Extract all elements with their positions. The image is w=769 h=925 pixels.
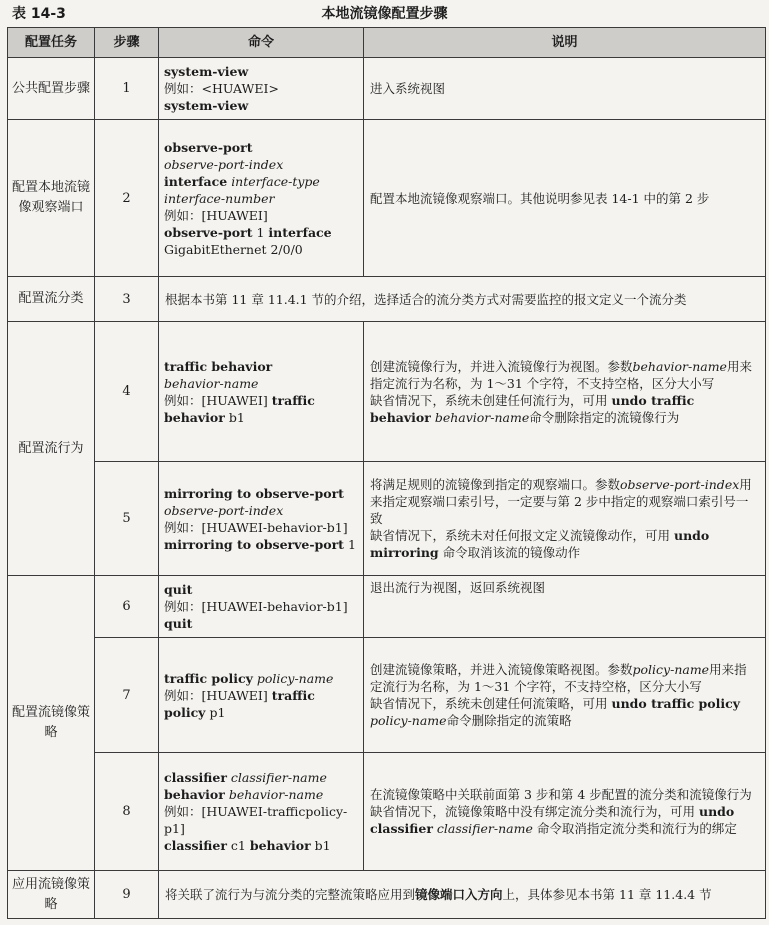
desc-command: undo mirroring bbox=[370, 528, 710, 560]
cmd-param: classifier-name bbox=[230, 770, 327, 785]
table-number: 表 14-3 bbox=[12, 6, 66, 22]
cmd-prompt: [HUAWEI-trafficpolicy-p1] bbox=[164, 804, 348, 836]
example-prefix: 例如： bbox=[164, 599, 202, 614]
cmd-keyword: classifier bbox=[164, 770, 227, 785]
desc-param: observe-port-index bbox=[620, 477, 740, 492]
header-row bbox=[8, 28, 766, 58]
cmd-value: b1 bbox=[228, 409, 245, 425]
desc-command: undo traffic policy bbox=[611, 696, 740, 711]
cmd-param: behavior-name bbox=[164, 375, 259, 391]
cmd-value: b1 bbox=[314, 838, 331, 853]
description-cell: 配置本地流镜像观察端口。其他说明参见表 14-1 中的第 2 步 bbox=[364, 120, 766, 277]
desc-text: 命令删除指定的流镜像行为 bbox=[529, 409, 680, 425]
desc-param: policy-name bbox=[632, 662, 710, 677]
cmd-keyword: traffic policy bbox=[164, 687, 315, 720]
example-prefix: 例如： bbox=[164, 207, 202, 223]
example-prefix: 例如： bbox=[164, 804, 202, 819]
description-cell: 退出流行为视图，返回系统视图 bbox=[364, 576, 766, 638]
task-cell: 配置流行为 bbox=[8, 322, 95, 576]
cmd-keyword: quit bbox=[164, 582, 193, 597]
cmd-value: c1 bbox=[230, 838, 246, 853]
example-prefix: 例如： bbox=[164, 519, 202, 535]
step-cell: 5 bbox=[95, 462, 159, 576]
cmd-keyword: quit bbox=[164, 616, 193, 631]
cmd-prompt: [HUAWEI-behavior-b1] bbox=[201, 519, 348, 535]
step-cell: 6 bbox=[95, 576, 159, 638]
command-cell bbox=[159, 638, 364, 753]
cmd-prompt: [HUAWEI] bbox=[201, 392, 268, 408]
config-steps-table bbox=[7, 27, 766, 919]
cmd-keyword: mirroring to observe-port bbox=[164, 485, 344, 501]
cmd-keyword: classifier bbox=[164, 838, 227, 853]
cmd-keyword: behavior bbox=[164, 787, 225, 802]
header-description: 说明 bbox=[364, 28, 766, 58]
desc-text: 命令取消该流的镜像动作 bbox=[442, 545, 581, 560]
cmd-keyword: behavior bbox=[249, 838, 311, 853]
command-cell bbox=[159, 58, 364, 120]
cmd-keyword: traffic behavior bbox=[164, 358, 273, 374]
table-row bbox=[8, 753, 766, 871]
table-row bbox=[8, 277, 766, 322]
description-cell: 进入系统视图 bbox=[364, 58, 766, 120]
example-prefix: 例如： bbox=[164, 687, 202, 703]
cmd-param: policy-name bbox=[256, 670, 334, 686]
description-cell bbox=[159, 871, 766, 919]
step-cell: 1 bbox=[95, 58, 159, 120]
desc-text: 缺省情况下，系统未创建任何流策略，可用 bbox=[370, 696, 608, 711]
cmd-value: p1 bbox=[209, 704, 226, 720]
cmd-keyword: interface bbox=[164, 173, 228, 189]
cmd-keyword: observe-port bbox=[164, 224, 253, 240]
cmd-param: observe-port-index bbox=[164, 502, 284, 518]
cmd-param: interface-type bbox=[231, 173, 320, 189]
task-cell: 应用流镜像策略 bbox=[8, 871, 95, 919]
cmd-prompt: <HUAWEI> bbox=[201, 81, 279, 96]
cmd-keyword: mirroring to observe-port bbox=[164, 536, 344, 552]
desc-text: 命令删除指定的流策略 bbox=[446, 713, 572, 728]
command-cell bbox=[159, 576, 364, 638]
table-title: 本地流镜像配置步骤 bbox=[321, 6, 448, 22]
desc-param: classifier-name bbox=[436, 821, 533, 836]
desc-text: 命令取消指定流分类和流行为的绑定 bbox=[536, 821, 737, 836]
cmd-prompt: [HUAWEI-behavior-b1] bbox=[201, 599, 348, 614]
step-cell: 8 bbox=[95, 753, 159, 871]
cmd-keyword: traffic bbox=[271, 392, 315, 408]
command-cell bbox=[159, 322, 364, 462]
header-step: 步骤 bbox=[95, 28, 159, 58]
desc-text: 上，具体参见本书第 11 章 11.4.4 节 bbox=[502, 887, 712, 902]
cmd-prompt: [HUAWEI] bbox=[201, 687, 268, 703]
task-cell: 配置流镜像策略 bbox=[8, 576, 95, 871]
cmd-param: observe-port-index bbox=[164, 156, 284, 172]
desc-command: undo classifier bbox=[370, 804, 735, 836]
command-cell bbox=[159, 753, 364, 871]
description-cell: 根据本书第 11 章 11.4.1 节的介绍，选择适合的流分类方式对需要监控的报文定义一个流分类 bbox=[159, 277, 766, 322]
task-cell: 配置流分类 bbox=[8, 277, 95, 322]
cmd-value: GigabitEthernet 2/0/0 bbox=[164, 241, 303, 257]
table-row bbox=[8, 462, 766, 576]
step-cell: 3 bbox=[95, 277, 159, 322]
task-cell: 配置本地流镜像观察端口 bbox=[8, 120, 95, 277]
desc-param: behavior-name bbox=[434, 409, 530, 425]
cmd-value: 1 bbox=[347, 536, 356, 552]
example-prefix: 例如： bbox=[164, 81, 202, 96]
desc-text: 缺省情况下，系统未对任何报文定义流镜像动作，可用 bbox=[370, 528, 671, 543]
desc-text: 缺省情况下，流镜像策略中没有绑定流分类和流行为，可用 bbox=[370, 804, 696, 819]
table-row bbox=[8, 576, 766, 638]
command-cell bbox=[159, 462, 364, 576]
cmd-prompt: [HUAWEI] bbox=[201, 207, 268, 223]
desc-text: 缺省情况下，系统未创建任何流行为，可用 bbox=[370, 392, 608, 408]
cmd-value: 1 bbox=[256, 224, 265, 240]
cmd-keyword: traffic policy bbox=[164, 670, 253, 686]
step-cell: 9 bbox=[95, 871, 159, 919]
description-cell bbox=[364, 322, 766, 462]
table-row bbox=[8, 120, 766, 277]
cmd-keyword: observe-port bbox=[164, 139, 253, 155]
desc-text: 用来指定观察端口索引号，一定要与第 2 步中指定的观察端口索引号一致 bbox=[370, 477, 752, 526]
description-cell bbox=[364, 753, 766, 871]
table-row bbox=[8, 322, 766, 462]
table-row bbox=[8, 58, 766, 120]
command-cell bbox=[159, 120, 364, 277]
cmd-keyword: system-view bbox=[164, 64, 249, 79]
desc-text: 将关联了流行为与流分类的完整流策略应用到 bbox=[165, 887, 416, 902]
table-caption bbox=[0, 3, 769, 25]
step-cell: 4 bbox=[95, 322, 159, 462]
header-task: 配置任务 bbox=[8, 28, 95, 58]
desc-text: 用来指定流行为名称，为 1～31 个字符，不支持空格，区分大小写 bbox=[370, 358, 752, 391]
cmd-param: behavior-name bbox=[228, 787, 324, 802]
desc-param: policy-name bbox=[370, 713, 447, 728]
task-cell: 公共配置步骤 bbox=[8, 58, 95, 120]
cmd-param: interface-number bbox=[164, 190, 275, 206]
header-command: 命令 bbox=[159, 28, 364, 58]
description-cell bbox=[364, 638, 766, 753]
desc-text: 将满足规则的流镜像到指定的观察端口。参数 bbox=[370, 477, 621, 492]
cmd-keyword: system-view bbox=[164, 98, 249, 113]
desc-text: 创建流镜像行为，并进入流镜像行为视图。参数 bbox=[370, 358, 633, 374]
table-row bbox=[8, 871, 766, 919]
step-cell: 2 bbox=[95, 120, 159, 277]
desc-emphasis: 镜像端口入方向 bbox=[415, 887, 503, 902]
description-cell bbox=[364, 462, 766, 576]
cmd-keyword: interface bbox=[268, 224, 332, 240]
desc-text: 在流镜像策略中关联前面第 3 步和第 4 步配置的流分类和流镜像行为 bbox=[370, 787, 752, 802]
desc-command: undo traffic behavior bbox=[370, 392, 695, 425]
table-row bbox=[8, 638, 766, 753]
example-prefix: 例如： bbox=[164, 392, 202, 408]
cmd-keyword: behavior bbox=[164, 409, 225, 425]
step-cell: 7 bbox=[95, 638, 159, 753]
desc-param: behavior-name bbox=[632, 358, 727, 374]
desc-text: 用来指定流行为名称，为 1～31 个字符，不支持空格，区分大小写 bbox=[370, 662, 747, 694]
desc-text: 创建流镜像策略，并进入流镜像策略视图。参数 bbox=[370, 662, 633, 677]
